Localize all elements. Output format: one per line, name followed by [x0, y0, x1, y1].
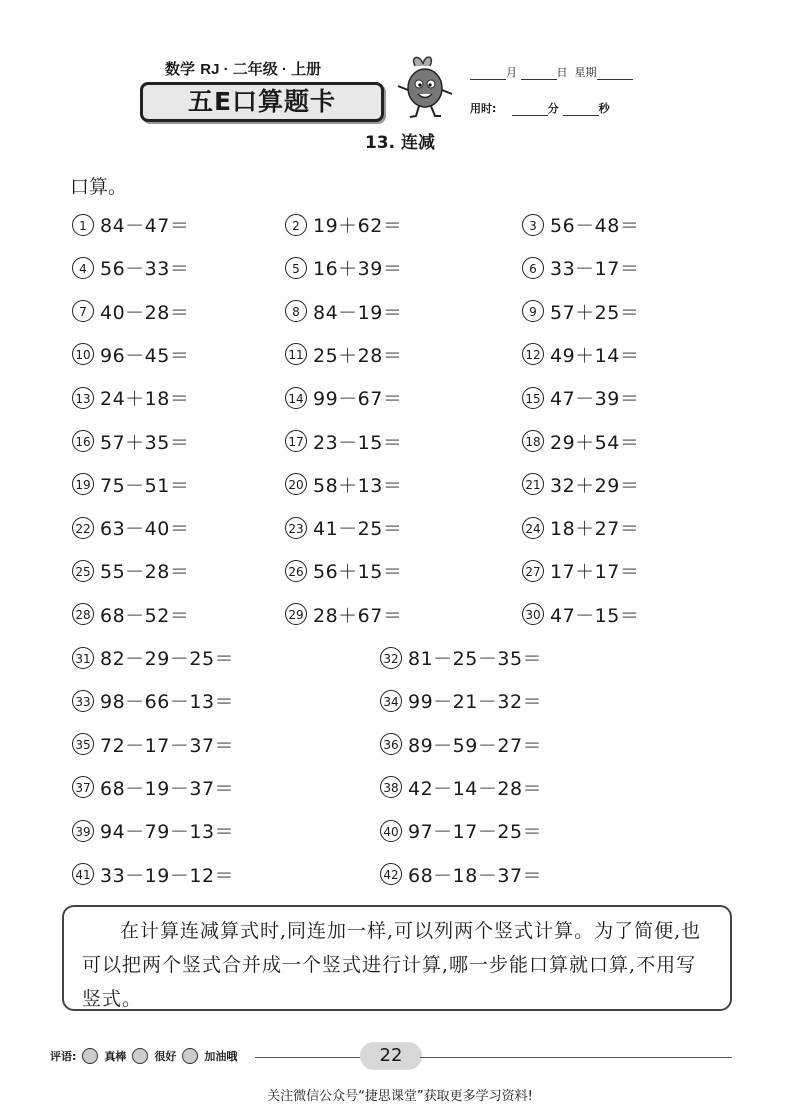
problem-expression: 29＋54＝	[550, 431, 640, 454]
problem-expression: 24＋18＝	[100, 388, 190, 411]
card-title-box	[140, 82, 384, 122]
problem-item	[522, 428, 639, 455]
problem-expression: 99－21－32＝	[408, 691, 543, 714]
problem-item	[285, 471, 402, 498]
problem-number: 17	[285, 430, 307, 452]
problem-item	[380, 731, 542, 758]
problem-expression: 72－17－37＝	[100, 734, 235, 757]
minute-blank[interactable]	[512, 103, 548, 116]
problem-expression: 17＋17＝	[550, 561, 640, 584]
problem-item	[72, 557, 189, 584]
problem-expression: 19＋62＝	[313, 215, 403, 237]
problem-item	[72, 298, 189, 325]
problem-number: 4	[72, 257, 94, 279]
problem-expression: 57＋25＝	[550, 301, 640, 324]
problem-expression: 81－25－35＝	[408, 648, 543, 670]
problem-expression: 25＋28＝	[313, 344, 403, 367]
problem-item	[285, 254, 402, 281]
problem-number: 7	[72, 300, 94, 322]
month-blank[interactable]	[470, 67, 506, 80]
problem-item	[522, 211, 639, 238]
problem-item	[72, 774, 234, 801]
problem-number: 40	[380, 820, 402, 842]
problem-number: 37	[72, 776, 94, 798]
problem-number: 27	[522, 560, 544, 582]
problem-item	[522, 298, 639, 325]
problem-expression: 40－28＝	[100, 301, 190, 324]
problem-item	[380, 861, 542, 888]
problem-item	[285, 557, 402, 584]
problem-item	[72, 514, 189, 541]
problem-number: 36	[380, 733, 402, 755]
problem-number: 11	[285, 343, 307, 365]
problem-expression: 57＋35＝	[100, 431, 190, 454]
problem-item	[72, 687, 234, 714]
edition-label: RJ · 二年级 · 上册	[200, 61, 322, 78]
problem-item	[285, 601, 402, 628]
problem-item	[72, 471, 189, 498]
cheer-face-icon[interactable]	[182, 1048, 198, 1064]
problem-number: 10	[72, 343, 94, 365]
problem-number: 41	[72, 863, 94, 885]
problem-item	[285, 428, 402, 455]
problem-number: 15	[522, 387, 544, 409]
date-line: 月 日 星期	[470, 64, 633, 80]
problem-number: 28	[72, 603, 94, 625]
instruction: 口算。	[70, 176, 128, 198]
footer-rule-left	[255, 1057, 365, 1058]
problem-expression: 89－59－27＝	[408, 734, 543, 757]
problem-number: 25	[72, 560, 94, 582]
problem-expression: 49＋14＝	[550, 344, 640, 367]
problem-number: 38	[380, 776, 402, 798]
problem-expression: 56－48＝	[550, 215, 640, 237]
problem-expression: 68－52＝	[100, 604, 190, 627]
problem-number: 24	[522, 517, 544, 539]
problem-number: 9	[522, 300, 544, 322]
problem-expression: 58＋13＝	[313, 474, 403, 497]
tip-box	[62, 905, 732, 1011]
radish-mascot-icon	[390, 52, 460, 122]
problem-number: 20	[285, 473, 307, 495]
problem-number: 5	[285, 257, 307, 279]
problem-item	[72, 817, 234, 844]
page-number: 22	[360, 1042, 422, 1070]
problem-number: 12	[522, 343, 544, 365]
problem-number: 22	[72, 517, 94, 539]
problem-number: 8	[285, 300, 307, 322]
problem-number: 16	[72, 430, 94, 452]
problem-item	[72, 341, 189, 368]
problem-expression: 47－15＝	[550, 604, 640, 627]
problem-number: 19	[72, 473, 94, 495]
problem-item	[522, 601, 639, 628]
problem-item	[72, 384, 189, 411]
lesson-title: 13. 连减	[364, 133, 436, 153]
problem-expression: 99－67＝	[313, 388, 403, 411]
problem-item	[380, 817, 542, 844]
footer-rule-right	[420, 1057, 732, 1058]
problem-expression: 82－29－25＝	[100, 648, 235, 670]
problem-number: 35	[72, 733, 94, 755]
problem-number: 23	[285, 517, 307, 539]
problem-number: 34	[380, 690, 402, 712]
problem-number: 33	[72, 690, 94, 712]
problem-expression: 56－33＝	[100, 258, 190, 281]
problem-item	[380, 687, 542, 714]
problem-item	[285, 514, 402, 541]
problem-number: 1	[72, 214, 94, 236]
problem-item	[72, 731, 234, 758]
problem-item	[522, 557, 639, 584]
problem-number: 29	[285, 603, 307, 625]
problem-expression: 16＋39＝	[313, 258, 403, 281]
problem-item	[72, 211, 189, 238]
problem-expression: 94－79－13＝	[100, 821, 235, 844]
problem-item	[522, 341, 639, 368]
problem-number: 26	[285, 560, 307, 582]
problem-item	[72, 644, 234, 671]
problem-item	[285, 384, 402, 411]
problem-number: 13	[72, 387, 94, 409]
problem-number: 2	[285, 214, 307, 236]
problem-expression: 98－66－13＝	[100, 691, 235, 714]
problem-number: 18	[522, 430, 544, 452]
subject-edition	[165, 58, 321, 79]
problem-number: 42	[380, 863, 402, 885]
problem-expression: 28＋67＝	[313, 604, 403, 627]
problem-expression: 63－40＝	[100, 518, 190, 541]
problem-expression: 96－45＝	[100, 344, 190, 367]
problem-item	[72, 254, 189, 281]
weekday-blank[interactable]	[597, 67, 633, 80]
problem-expression: 97－17－25＝	[408, 821, 543, 844]
problem-item	[380, 774, 542, 801]
problem-expression: 68－19－37＝	[100, 777, 235, 800]
subject-label: 数学	[165, 60, 196, 78]
problem-expression: 56＋15＝	[313, 561, 403, 584]
problem-expression: 75－51＝	[100, 474, 190, 497]
problem-item	[522, 514, 639, 541]
problem-item	[522, 384, 639, 411]
second-blank[interactable]	[563, 103, 599, 116]
problem-item	[72, 861, 234, 888]
problem-expression: 33－19－12＝	[100, 864, 235, 887]
problem-number: 21	[522, 473, 544, 495]
problem-number: 31	[72, 647, 94, 669]
problem-expression: 41－25＝	[313, 518, 403, 541]
problem-number: 30	[522, 603, 544, 625]
problem-expression: 84－47＝	[100, 215, 190, 237]
problem-expression: 23－15＝	[313, 431, 403, 454]
time-used-line: 用时: 分 秒	[470, 102, 610, 115]
problem-number: 39	[72, 820, 94, 842]
problem-item	[285, 211, 402, 238]
problem-number: 6	[522, 257, 544, 279]
problem-expression: 47－39＝	[550, 388, 640, 411]
good-face-icon[interactable]	[132, 1048, 148, 1064]
problem-expression: 55－28＝	[100, 561, 190, 584]
problem-expression: 32＋29＝	[550, 474, 640, 497]
problem-item	[285, 298, 402, 325]
card-title: 五E口算题卡	[187, 87, 337, 116]
problem-item	[522, 254, 639, 281]
problem-item	[72, 601, 189, 628]
problem-number: 14	[285, 387, 307, 409]
problem-number: 3	[522, 214, 544, 236]
tip-text: 在计算连减算式时,同连加一样,可以列两个竖式计算。为了简便,也可以把两个竖式合并成一个竖式进行计算,哪一步能口算就口算,不用写竖式。	[82, 920, 702, 1010]
problem-item	[72, 428, 189, 455]
bottom-note: 关注微信公众号“捷思课堂”获取更多学习资料!	[267, 1089, 533, 1104]
problem-item	[285, 341, 402, 368]
problem-item	[522, 471, 639, 498]
problem-expression: 84－19＝	[313, 301, 403, 324]
problem-expression: 68－18－37＝	[408, 864, 543, 887]
evaluation-bar: 评语: 真棒 很好 加油哦	[50, 1050, 238, 1063]
problem-item	[380, 644, 542, 671]
problem-number: 32	[380, 647, 402, 669]
great-face-icon[interactable]	[82, 1048, 98, 1064]
problem-expression: 42－14－28＝	[408, 777, 543, 800]
problem-expression: 33－17＝	[550, 258, 640, 281]
problem-expression: 18＋27＝	[550, 518, 640, 541]
day-blank[interactable]	[521, 67, 557, 80]
